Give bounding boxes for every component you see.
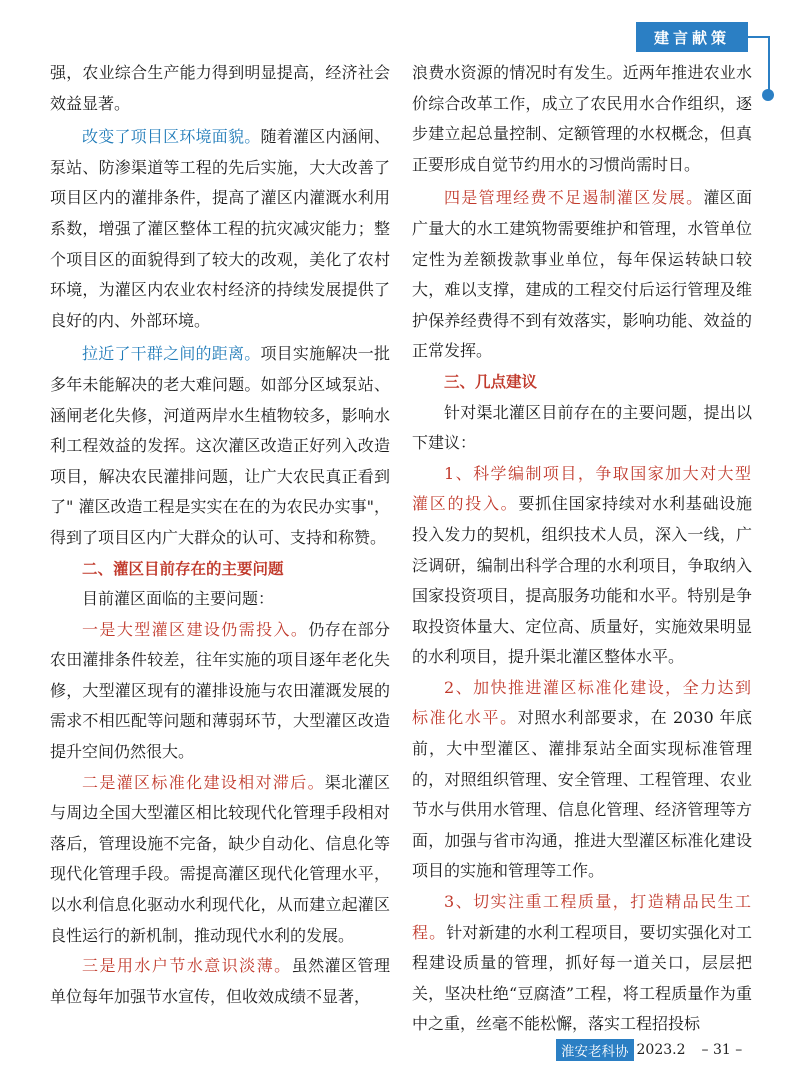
section-tag: 建言献策 [636, 22, 748, 52]
paragraph [412, 183, 752, 367]
issue-number: 2023.2 [636, 1042, 686, 1058]
paragraph-lead: 拉近了干群之间的距离。 [82, 344, 261, 364]
paragraph-body: 灌区面广量大的水工建筑物需要维护和管理，水管单位定性为差额拨款事业单位，每年保运转缺口较大，难以支撑，建成的工程交付后运行管理及维护保养经费得不到有效落实，影响功能、效益的正常发挥。 [412, 188, 752, 361]
paragraph-body: 项目实施解决一批多年未能解决的老大难问题。如部分区域泵站、涵闸老化失修，河道两岸水生植物较多，影响水利工程效益的发挥。这次灌区改造正好列入改造项目，解决农民灌排问题，让广大农民真正看到了" 灌区改造工程是实实在在的为农民办实事"，得到了项目区内广大群众的认可、支持和称赞。 [50, 344, 390, 547]
paragraph-lead: 2、加快推进灌区标准化建设，全力达到标准化水平。 [412, 677, 752, 728]
paragraph [50, 951, 390, 1012]
section-heading [412, 367, 752, 398]
paragraph-lead: 3、切实注重工程质量，打造精品民生工程。 [412, 892, 752, 942]
magazine-name: 淮安老科协 [556, 1039, 634, 1061]
paragraph [50, 768, 390, 952]
page-footer [556, 1039, 742, 1061]
tag-connector-line [748, 36, 769, 38]
tag-dot [762, 89, 774, 101]
paragraph [50, 615, 390, 768]
paragraph: 浪费水资源的情况时有发生。近两年推进农业水价综合改革工作，成立了农民用水合作组织，逐步建立起总量控制、定额管理的水权概念，但真正要形成自觉节约用水的习惯尚需时日。 [412, 63, 752, 174]
paragraph-body: 针对新建的水利工程项目，要切实强化对工程建设质量的管理，抓好每一道关口，层层把关，坚决杜绝“豆腐渣”工程，将工程质量作为重中之重，丝毫不能松懈，落实工程招投标 [412, 922, 752, 1034]
left-column [50, 58, 390, 1012]
paragraph-lead: 改变了项目区环境面貌。 [82, 127, 261, 147]
paragraph-body: 虽然灌区管理单位每年加强节水宣传，但收效成绩不显著， [50, 956, 390, 1006]
paragraph [50, 122, 390, 336]
paragraph [412, 459, 752, 673]
paragraph [412, 673, 752, 887]
tag-vertical-line [768, 36, 770, 91]
paragraph: 针对渠北灌区目前存在的主要问题，提出以下建议： [412, 402, 752, 453]
page-number: – 31 – [701, 1042, 743, 1058]
paragraph-lead: 四是管理经费不足遏制灌区发展。 [444, 188, 704, 208]
paragraph-body: 渠北灌区与周边全国大型灌区相比较现代化管理手段相对落后，管理设施不完备，缺少自动化、信息化等现代化管理手段。需提高灌区现代化管理水平，以水利信息化驱动水利现代化，从而建立起灌区良性运行的新机制，推动现代水利的发展。 [50, 772, 390, 945]
right-column [412, 58, 752, 1040]
section-heading-text: 三、几点建议 [444, 372, 538, 391]
paragraph-lead: 1、科学编制项目，争取国家加大对大型灌区的投入。 [412, 463, 752, 514]
paragraph-lead: 三是用水户节水意识淡薄。 [82, 956, 292, 976]
paragraph [412, 887, 752, 1040]
paragraph-body: 要抓住国家持续对水利基础设施投入发力的契机，组织技术人员，深入一线，广泛调研，编制出科学合理的水利项目，争取纳入国家投资项目，提高服务功能和水平。特别是争取投资体量大、定位高、质量好，实施效果明显的水利项目，提升渠北灌区整体水平。 [412, 494, 752, 667]
paragraph-lead: 一是大型灌区建设仍需投入。 [82, 619, 309, 639]
paragraph-lead: 二是灌区标准化建设相对滞后。 [82, 772, 325, 792]
paragraph [50, 339, 390, 553]
paragraph: 强，农业综合生产能力得到明显提高，经济社会效益显著。 [50, 63, 390, 113]
section-heading [50, 554, 390, 585]
paragraph-body: 仍存在部分农田灌排条件较差，往年实施的项目逐年老化失修，大型灌区现有的灌排设施与农田灌溉发展的需求不相匹配等问题和薄弱环节，大型灌区改造提升空间仍然很大。 [50, 619, 390, 762]
paragraph: 目前灌区面临的主要问题： [82, 589, 275, 609]
section-heading-text: 二、灌区目前存在的主要问题 [82, 559, 284, 578]
paragraph-body: 随着灌区内涵闸、泵站、防渗渠道等工程的先后实施，大大改善了项目区内的灌排条件，提高了灌区内灌溉水利用系数，增强了灌区整体工程的抗灾减灾能力；整个项目区的面貌得到了较大的改观，美化了农村环境，为灌区内农业农村经济的持续发展提供了良好的内、外部环境。 [50, 127, 390, 330]
paragraph-body: 对照水利部要求，在 2030 年底前，大中型灌区、灌排泵站全面实现标准管理的，对照组织管理、安全管理、工程管理、农业节水与供用水管理、信息化管理、经济管理等方面，加强与省市沟通，推进大型灌区标准化建设项目的实施和管理等工作。 [412, 708, 752, 881]
